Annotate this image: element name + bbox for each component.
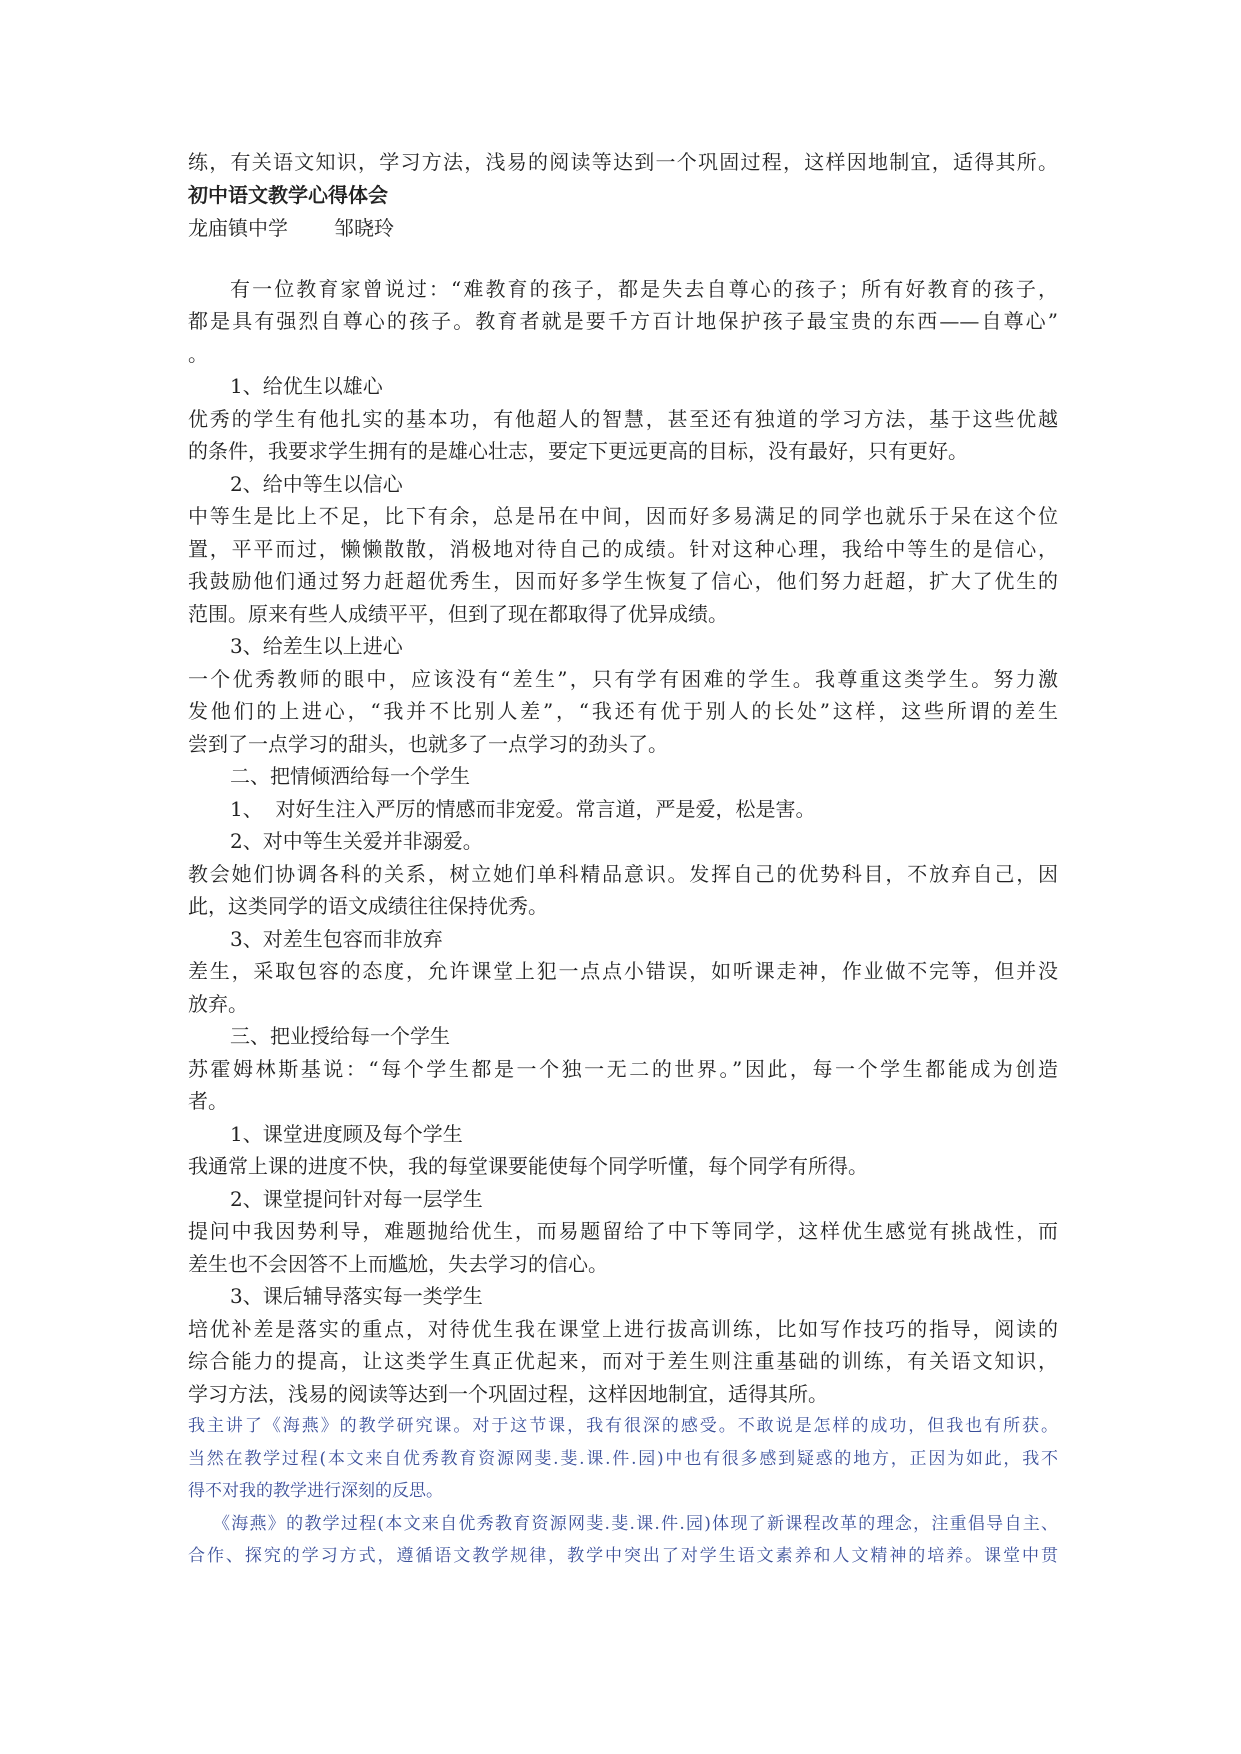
intro-paragraph-line: 都是具有强烈自尊心的孩子。教育者就是要千方百计地保护孩子最宝贵的东西——自尊心” <box>188 309 1058 333</box>
intro-paragraph-line: 有一位教育家曾说过：“难教育的孩子，都是失去自尊心的孩子；所有好教育的孩子， <box>230 276 1058 301</box>
subsection-heading: 1、 对好生注入严厉的情感而非宠爱。常言道，严是爱，松是害。 <box>230 796 816 821</box>
paragraph-line: 培优补差是落实的重点，对待优生我在课堂上进行拔高训练，比如写作技巧的指导，阅读的 <box>188 1316 1058 1341</box>
byline <box>188 211 1058 245</box>
blank-line <box>188 245 1058 273</box>
section-heading: 1、给优生以雄心 <box>230 374 383 398</box>
subsection-heading: 2、课堂提问针对每一层学生 <box>230 1186 483 1211</box>
paragraph-line: 提问中我因势利导，难题抛给优生，而易题留给了中下等同学，这样优生感觉有挑战性，而 <box>188 1219 1058 1243</box>
article-title: 初中语文教学心得体会 <box>188 182 388 207</box>
paragraph-line: 苏霍姆林斯基说：“每个学生都是一个独一无二的世界。”因此，每一个学生都能成为创造 <box>188 1056 1058 1081</box>
paragraph-line: 学习方法，浅易的阅读等达到一个巩固过程，这样因地制宜，适得其所。 <box>188 1381 828 1406</box>
subsection-heading: 1、课堂进度顾及每个学生 <box>230 1121 463 1146</box>
blue-paragraph-line: 得不对我的教学进行深刻的反思。 <box>188 1481 443 1501</box>
school-name: 龙庙镇中学 <box>188 215 288 240</box>
section-heading: 二、把情倾洒给每一个学生 <box>230 764 470 788</box>
document-page <box>188 146 1058 1573</box>
paragraph-line: 的条件，我要求学生拥有的是雄心壮志，要定下更远更高的目标，没有最好，只有更好。 <box>188 439 968 463</box>
paragraph-line: 置，平平而过，懒懒散散，消极地对待自己的成绩。针对这种心理，我给中等生的是信心， <box>188 536 1058 561</box>
paragraph-line: 一个优秀教师的眼中，应该没有“差生”，只有学有困难的学生。我尊重这类学生。努力激 <box>188 666 1058 691</box>
blue-paragraph-line: 当然在教学过程(本文来自优秀教育资源网斐.斐.课.件.园)中也有很多感到疑惑的地方，正因为如此，我不 <box>188 1448 1058 1469</box>
subsection-heading: 2、对中等生关爱并非溺爱。 <box>230 829 483 853</box>
carryover-line: 练，有关语文知识，学习方法，浅易的阅读等达到一个巩固过程，这样因地制宜，适得其所。 <box>188 150 1058 174</box>
paragraph-line: 差生，采取包容的态度，允许课堂上犯一点点小错误，如听课走神，作业做不完等，但并没 <box>188 959 1058 983</box>
subsection-heading: 3、对差生包容而非放弃 <box>230 926 443 951</box>
section-heading: 三、把业授给每一个学生 <box>230 1024 450 1048</box>
paragraph-line: 中等生是比上不足，比下有余，总是吊在中间，因而好多易满足的同学也就乐于呆在这个位 <box>188 504 1058 528</box>
paragraph-line: 差生也不会因答不上而尴尬，失去学习的信心。 <box>188 1251 608 1276</box>
blue-paragraph-line: 我主讲了《海燕》的教学研究课。对于这节课，我有很深的感受。不敢说是怎样的成功，但我也有所获。 <box>188 1416 1058 1436</box>
paragraph-line: 我通常上课的进度不快，我的每堂课要能使每个同学听懂，每个同学有所得。 <box>188 1154 868 1178</box>
section-heading: 3、给差生以上进心 <box>230 634 403 658</box>
paragraph-line: 此，这类同学的语文成绩往往保持优秀。 <box>188 894 548 918</box>
paragraph-line: 发他们的上进心，“我并不比别人差”，“我还有优于别人的长处”这样，这些所谓的差生 <box>188 699 1058 723</box>
paragraph-line: 范围。原来有些人成绩平平，但到了现在都取得了优异成绩。 <box>188 601 728 626</box>
blue-paragraph-line: 合作、探究的学习方式，遵循语文教学规律，教学中突出了对学生语文素养和人文精神的培养。课堂中贯 <box>188 1546 1058 1566</box>
paragraph-line: 综合能力的提高，让这类学生真正优起来，而对于差生则注重基础的训练，有关语文知识， <box>188 1349 1058 1373</box>
subsection-heading: 3、课后辅导落实每一类学生 <box>230 1284 483 1308</box>
paragraph-line: 我鼓励他们通过努力赶超优秀生，因而好多学生恢复了信心，他们努力赶超，扩大了优生的 <box>188 569 1058 593</box>
paragraph-line: 优秀的学生有他扎实的基本功，有他超人的智慧，甚至还有独道的学习方法，基于这些优越 <box>188 406 1058 431</box>
author-name: 邹晓玲 <box>334 215 394 240</box>
paragraph-line: 者。 <box>188 1089 228 1113</box>
blue-paragraph-line: 《海燕》的教学过程(本文来自优秀教育资源网斐.斐.课.件.园)体现了新课程改革的理念，注重倡导自主、 <box>213 1513 1058 1534</box>
paragraph-line: 放弃。 <box>188 991 248 1016</box>
paragraph-line: 尝到了一点学习的甜头，也就多了一点学习的劲头了。 <box>188 731 668 756</box>
paragraph-line: 教会她们协调各科的关系，树立她们单科精品意识。发挥自己的优势科目，不放弃自己，因 <box>188 861 1058 886</box>
intro-paragraph-line: 。 <box>188 341 208 366</box>
section-heading: 2、给中等生以信心 <box>230 471 403 496</box>
